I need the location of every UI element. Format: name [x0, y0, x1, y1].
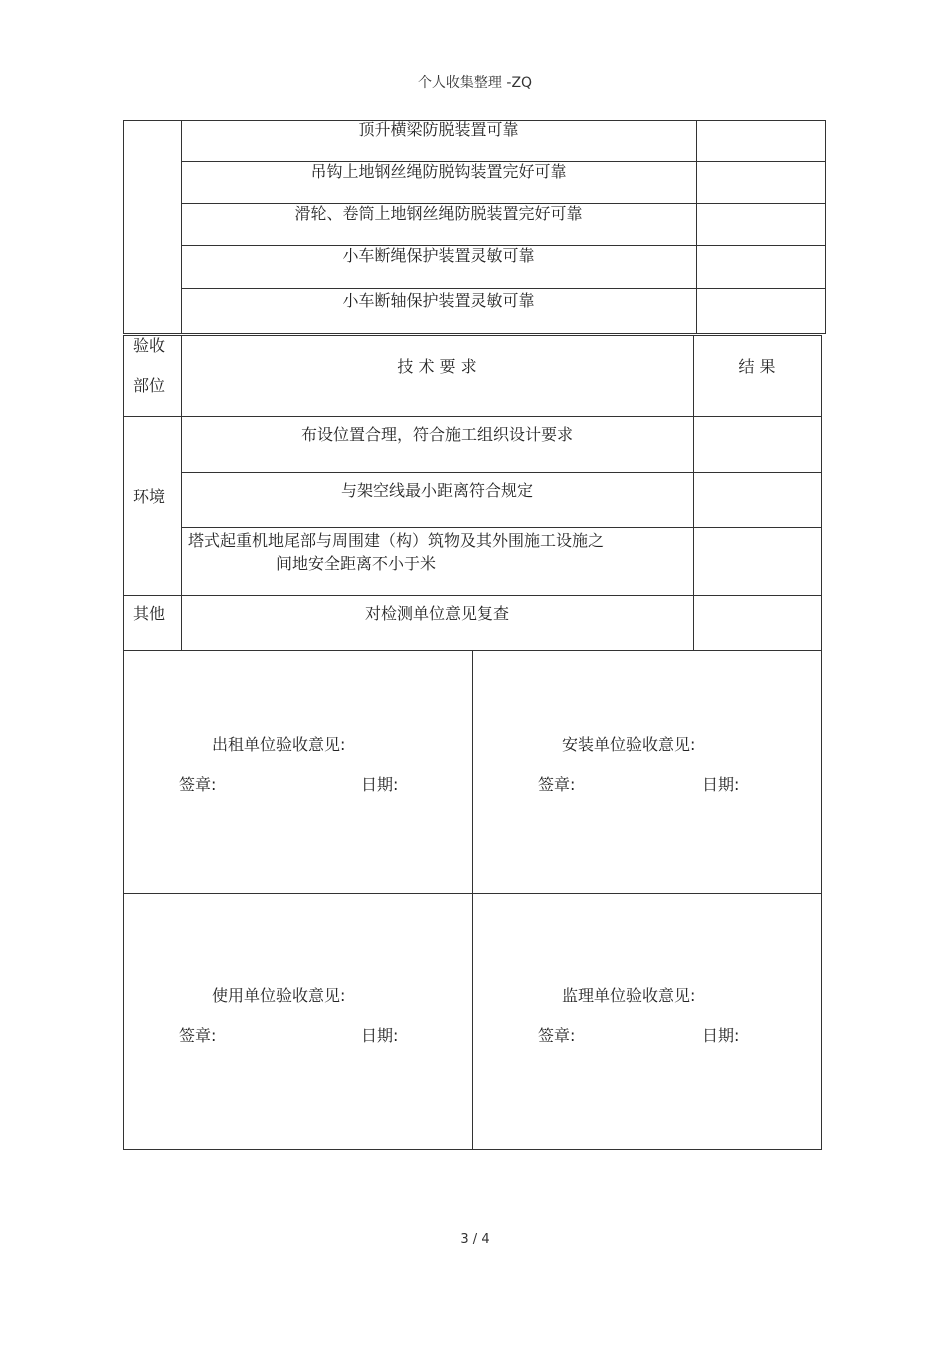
- date-label: 日期:: [702, 1026, 740, 1045]
- table-border-right: [821, 335, 822, 650]
- header-part-line1: 验收: [133, 336, 166, 355]
- grid-col-line: [472, 650, 473, 1150]
- top-table-col-line: [696, 120, 697, 334]
- table-row-text-line1: 塔式起重机地尾部与周围建（构）筑物及其外围施工设施之: [188, 531, 605, 550]
- install-opinion-label: 安装单位验收意见:: [562, 735, 696, 754]
- header-requirements: 技 术 要 求: [397, 357, 477, 376]
- signature-label: 签章:: [538, 775, 576, 794]
- table-row-text: 滑轮、卷筒上地钢丝绳防脱装置完好可靠: [294, 204, 583, 223]
- table-col-line: [693, 335, 694, 650]
- rental-opinion-label: 出租单位验收意见:: [212, 735, 346, 754]
- table-row-text: 小车断轴保护装置灵敏可靠: [342, 291, 535, 310]
- row-divider: [123, 595, 821, 596]
- table-row-text: 布设位置合理，符合施工组织设计要求: [300, 425, 573, 444]
- signature-label: 签章:: [179, 775, 217, 794]
- row-divider: [181, 472, 821, 473]
- row-divider: [181, 527, 821, 528]
- row-divider: [123, 416, 821, 417]
- top-table-border-right: [825, 120, 826, 334]
- date-label: 日期:: [361, 775, 399, 794]
- table-row-text: 对检测单位意见复查: [364, 604, 509, 623]
- signature-label: 签章:: [538, 1026, 576, 1045]
- table-border-top: [123, 335, 821, 336]
- table-row-text: 小车断绳保护装置灵敏可靠: [342, 246, 535, 265]
- header-part-line2: 部位: [133, 376, 166, 395]
- grid-border-left: [123, 650, 124, 1150]
- table-border-left: [123, 335, 124, 650]
- table-row-text-line2: 间地安全距离不小于米: [275, 554, 436, 573]
- page-header: 个人收集整理 -ZQ: [417, 75, 533, 91]
- header-result: 结 果: [738, 357, 776, 376]
- table-row-text: 吊钩上地钢丝绳防脱钩装置完好可靠: [310, 162, 567, 181]
- signature-label: 签章:: [179, 1026, 217, 1045]
- env-label: 环境: [133, 487, 166, 506]
- row-divider: [123, 333, 825, 334]
- table-row-text: 顶升横梁防脱装置可靠: [358, 120, 519, 139]
- page-number: 3 / 4: [460, 1232, 490, 1247]
- table-row-text: 与架空线最小距离符合规定: [340, 481, 533, 500]
- grid-row-line: [123, 893, 821, 894]
- supervisor-opinion-label: 监理单位验收意见:: [562, 986, 696, 1005]
- grid-border-bottom: [123, 1149, 821, 1150]
- other-label: 其他: [133, 604, 166, 623]
- user-opinion-label: 使用单位验收意见:: [212, 986, 346, 1005]
- top-table-border-left: [123, 120, 124, 334]
- date-label: 日期:: [361, 1026, 399, 1045]
- grid-border-right: [821, 650, 822, 1150]
- row-divider: [181, 288, 825, 289]
- date-label: 日期:: [702, 775, 740, 794]
